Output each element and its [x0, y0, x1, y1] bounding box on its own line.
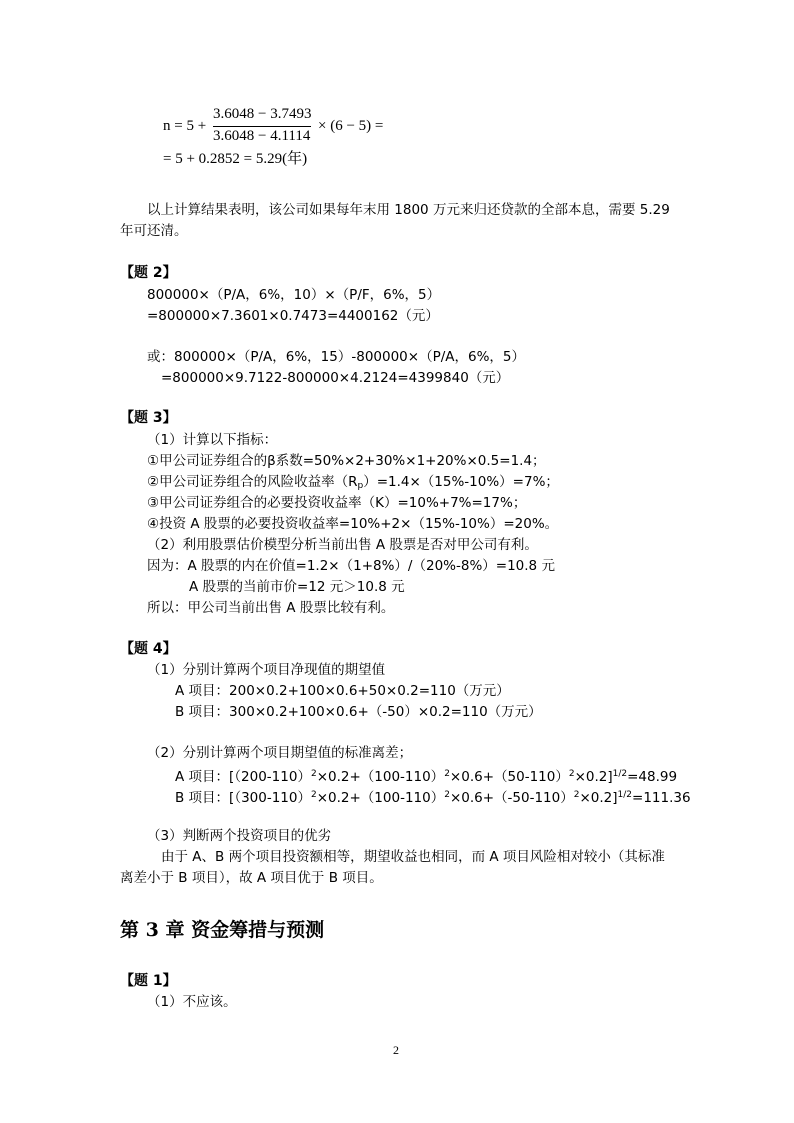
q4-step2-a [175, 765, 677, 786]
formula-numerator: 3.6048 − 3.7493 [213, 106, 312, 122]
q3-line2: ①甲公司证券组合的β系数=50%×2+30%×1+20%×0.5=1.4； [147, 453, 546, 469]
chapter-title: 第 3 章 资金筹措与预测 [120, 919, 325, 941]
q4-step2-b-part1: B 项目：[（300-110） [175, 790, 311, 806]
q4-step2-a-result: =48.99 [627, 769, 678, 785]
formula-denominator: 3.6048 − 4.1114 [213, 128, 311, 144]
q4-step2-b-part3: ×0.6+（-50-110） [449, 790, 574, 806]
q2-line4: =800000×9.7122-800000×4.2124=4399840（元） [161, 370, 510, 386]
q3-line4: ③甲公司证券组合的必要投资收益率（K）=10%+7%=17%； [147, 495, 527, 511]
q4-step3-line2: 离差小于 B 项目），故 A 项目优于 B 项目。 [120, 870, 383, 886]
q3-line6: （2）利用股票估价模型分析当前出售 A 股票是否对甲公司有利。 [147, 537, 538, 553]
formula-line2: = 5 + 0.2852 = 5.29(年) [163, 151, 308, 167]
c3q1-line1: （1）不应该。 [147, 994, 237, 1010]
page-number: 2 [393, 1043, 399, 1057]
q4-step2-b-part2: ×0.2+（100-110） [316, 790, 445, 806]
q4-step2-b-part4: ×0.2] [579, 790, 618, 806]
superscript-square: 2 [568, 769, 575, 779]
q3-line7: 因为：A 股票的内在价值=1.2×（1+8%）/（20%-8%）=10.8 元 [147, 558, 555, 574]
q3-line1: （1）计算以下指标： [147, 432, 278, 448]
q3-line5: ④投资 A 股票的必要投资收益率=10%+2×（15%-10%）=20%。 [147, 516, 559, 532]
q4-step1: （1）分别计算两个项目净现值的期望值 [147, 662, 386, 678]
formula-tail: × (6 − 5) = [318, 118, 384, 134]
q4-step2-a-part1: A 项目：[（200-110） [175, 769, 311, 785]
q2-line1: 800000×（P/A，6%，10）×（P/F，6%，5） [147, 287, 441, 303]
conclusion-line1: 以上计算结果表明，该公司如果每年末用 1800 万元来归还贷款的全部本息，需要 5.29 [147, 202, 670, 218]
q4-step2-b [175, 786, 691, 807]
q4-step2-a-part3: ×0.6+（50-110） [449, 769, 569, 785]
superscript-square: 2 [573, 790, 580, 800]
q3-heading: 【题 3】 [120, 410, 177, 426]
formula-lhs: n = 5 + [163, 118, 207, 134]
q4-step1-b: B 项目：300×0.2+100×0.6+（-50）×0.2=110（万元） [175, 704, 542, 720]
superscript-square: 2 [444, 769, 450, 779]
q4-step3-line1: 由于 A、B 两个项目投资额相等，期望收益也相同，而 A 项目风险相对较小（其标准 [161, 849, 665, 865]
q4-step2-a-part4: ×0.2] [574, 769, 613, 785]
q2-heading: 【题 2】 [120, 265, 177, 281]
q3-line8: A 股票的当前市价=12 元＞10.8 元 [189, 579, 405, 595]
q4-heading: 【题 4】 [120, 641, 177, 657]
q4-step3: （3）判断两个投资项目的优劣 [147, 828, 332, 844]
q3-line3 [147, 473, 559, 495]
q3-line3-rest: ）=1.4×（15%-10%）=7%； [363, 474, 559, 490]
q2-line3: 或：800000×（P/A，6%，15）-800000×（P/A，6%，5） [147, 349, 526, 365]
q4-step2-a-part2: ×0.2+（100-110） [316, 769, 445, 785]
q3-line9: 所以：甲公司当前出售 A 股票比较有利。 [147, 600, 395, 616]
q3-line3-subscript: p [357, 481, 364, 491]
fraction-bar [213, 126, 311, 127]
superscript-half: 1/2 [612, 769, 628, 779]
q4-step2: （2）分别计算两个项目期望值的标准离差； [147, 745, 413, 761]
q4-step2-b-result: =111.36 [632, 790, 691, 806]
superscript-square: 2 [310, 790, 317, 800]
conclusion-line2: 年可还清。 [120, 223, 188, 239]
q3-line3-text: ②甲公司证券组合的风险收益率（R [147, 474, 358, 490]
superscript-square: 2 [310, 769, 317, 779]
c3q1-heading: 【题 1】 [120, 973, 177, 989]
q4-step1-a: A 项目：200×0.2+100×0.6+50×0.2=110（万元） [175, 683, 510, 699]
superscript-square: 2 [444, 790, 450, 800]
q2-line2: =800000×7.3601×0.7473=4400162（元） [147, 308, 439, 324]
superscript-half: 1/2 [617, 790, 633, 800]
